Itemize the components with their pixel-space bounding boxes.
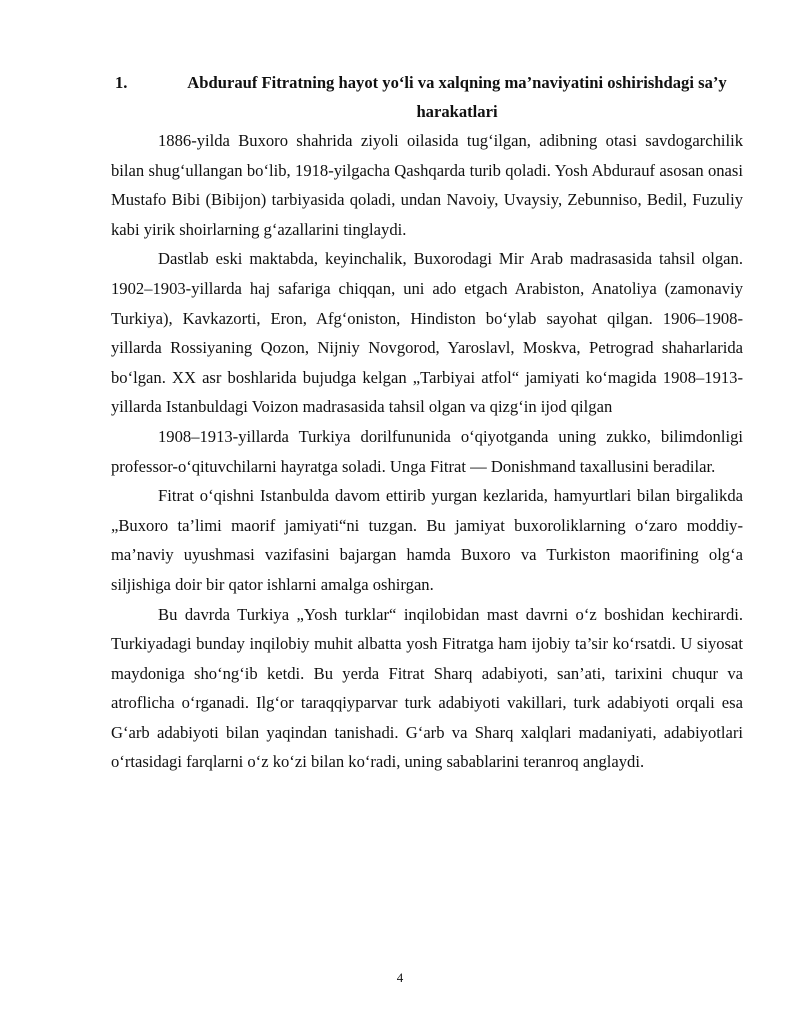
- paragraph-4: Fitrat o‘qishni Istanbulda davom ettirib yurgan kezlarida, hamyurtlari bilan birgalikda „Buxoro ta’limi maorif jamiyati“ni tuzgan. Bu jamiyat buxoroliklarning o‘zaro moddiy-ma’naviy uyushmasi vazifasini bajargan hamda Buxoro va Turkiston maorifining olg‘a siljishiga doir bir qator ishlarni amalga oshirgan.: [111, 486, 743, 594]
- section-title: Abdurauf Fitratning hayot yo‘li va xalqning ma’naviyatini oshirishdagi sa’y harakatlari: [187, 73, 727, 121]
- paragraph-2: Dastlab eski maktabda, keyinchalik, Buxorodagi Mir Arab madrasasida tahsil olgan. 1902–1903-yillarda haj safariga chiqqan, uni ado etgach Arabiston, Anatoliya (zamonaviy Turkiya), Kavkazorti, Eron, Afg‘oniston, Hindiston bo‘ylab sayohat qilgan. 1906–1908-yillarda Rossiyaning Qozon, Nijniy Novgorod, Yaroslavl, Moskva, Petrograd shaharlarida bo‘lgan. XX asr boshlarida bujudga kelgan „Tarbiyai atfol“ jamiyati ko‘magida 1908–1913-yillarda Istanbuldagi Voizon madrasasida tahsil olgan va qizg‘in ijod qilgan: [111, 249, 743, 417]
- section-number: 1.: [115, 73, 128, 92]
- section-heading: [111, 68, 743, 126]
- document-page: [111, 68, 743, 777]
- paragraph-5: Bu davrda Turkiya „Yosh turklar“ inqilobidan mast davrni o‘z boshidan kechirardi. Turkiyadagi bunday inqilobiy muhit albatta yosh Fitratga ham ijobiy ta’sir ko‘rsatdi. U siyosat maydoniga sho‘ng‘ib ketdi. Bu yerda Fitrat Sharq adabiyoti, san’ati, tarixini chuqur va atroflicha o‘rganadi. Ilg‘or taraqqiyparvar turk adabiyoti vakillari, turk adabiyoti orqali esa G‘arb adabiyoti bilan yaqindan tanishadi. G‘arb va Sharq xalqlari madaniyati, adabiyotlari o‘rtasidagi farqlarni o‘z ko‘zi bilan ko‘radi, uning sabablarini teranroq anglaydi.: [111, 604, 743, 772]
- paragraph-3: 1908–1913-yillarda Turkiya dorilfununida o‘qiyotganda uning zukko, bilimdonligi professor-o‘qituvchilarni hayratga soladi. Unga Fitrat — Donishmand taxallusini beradilar.: [111, 426, 743, 476]
- page-number: 4: [396, 970, 404, 985]
- paragraph-1: 1886-yilda Buxoro shahrida ziyoli oilasida tug‘ilgan, adibning otasi savdogarchilik bilan shug‘ullangan bo‘lib, 1918-yilgacha Qashqarda turib qoladi. Yosh Abdurauf asosan onasi Mustafo Bibi (Bibijon) tarbiyasida qoladi, undan Navoiy, Uvaysiy, Zebunniso, Bedil, Fuzuliy kabi yirik shoirlarning g‘azallarini tinglaydi.: [111, 131, 743, 239]
